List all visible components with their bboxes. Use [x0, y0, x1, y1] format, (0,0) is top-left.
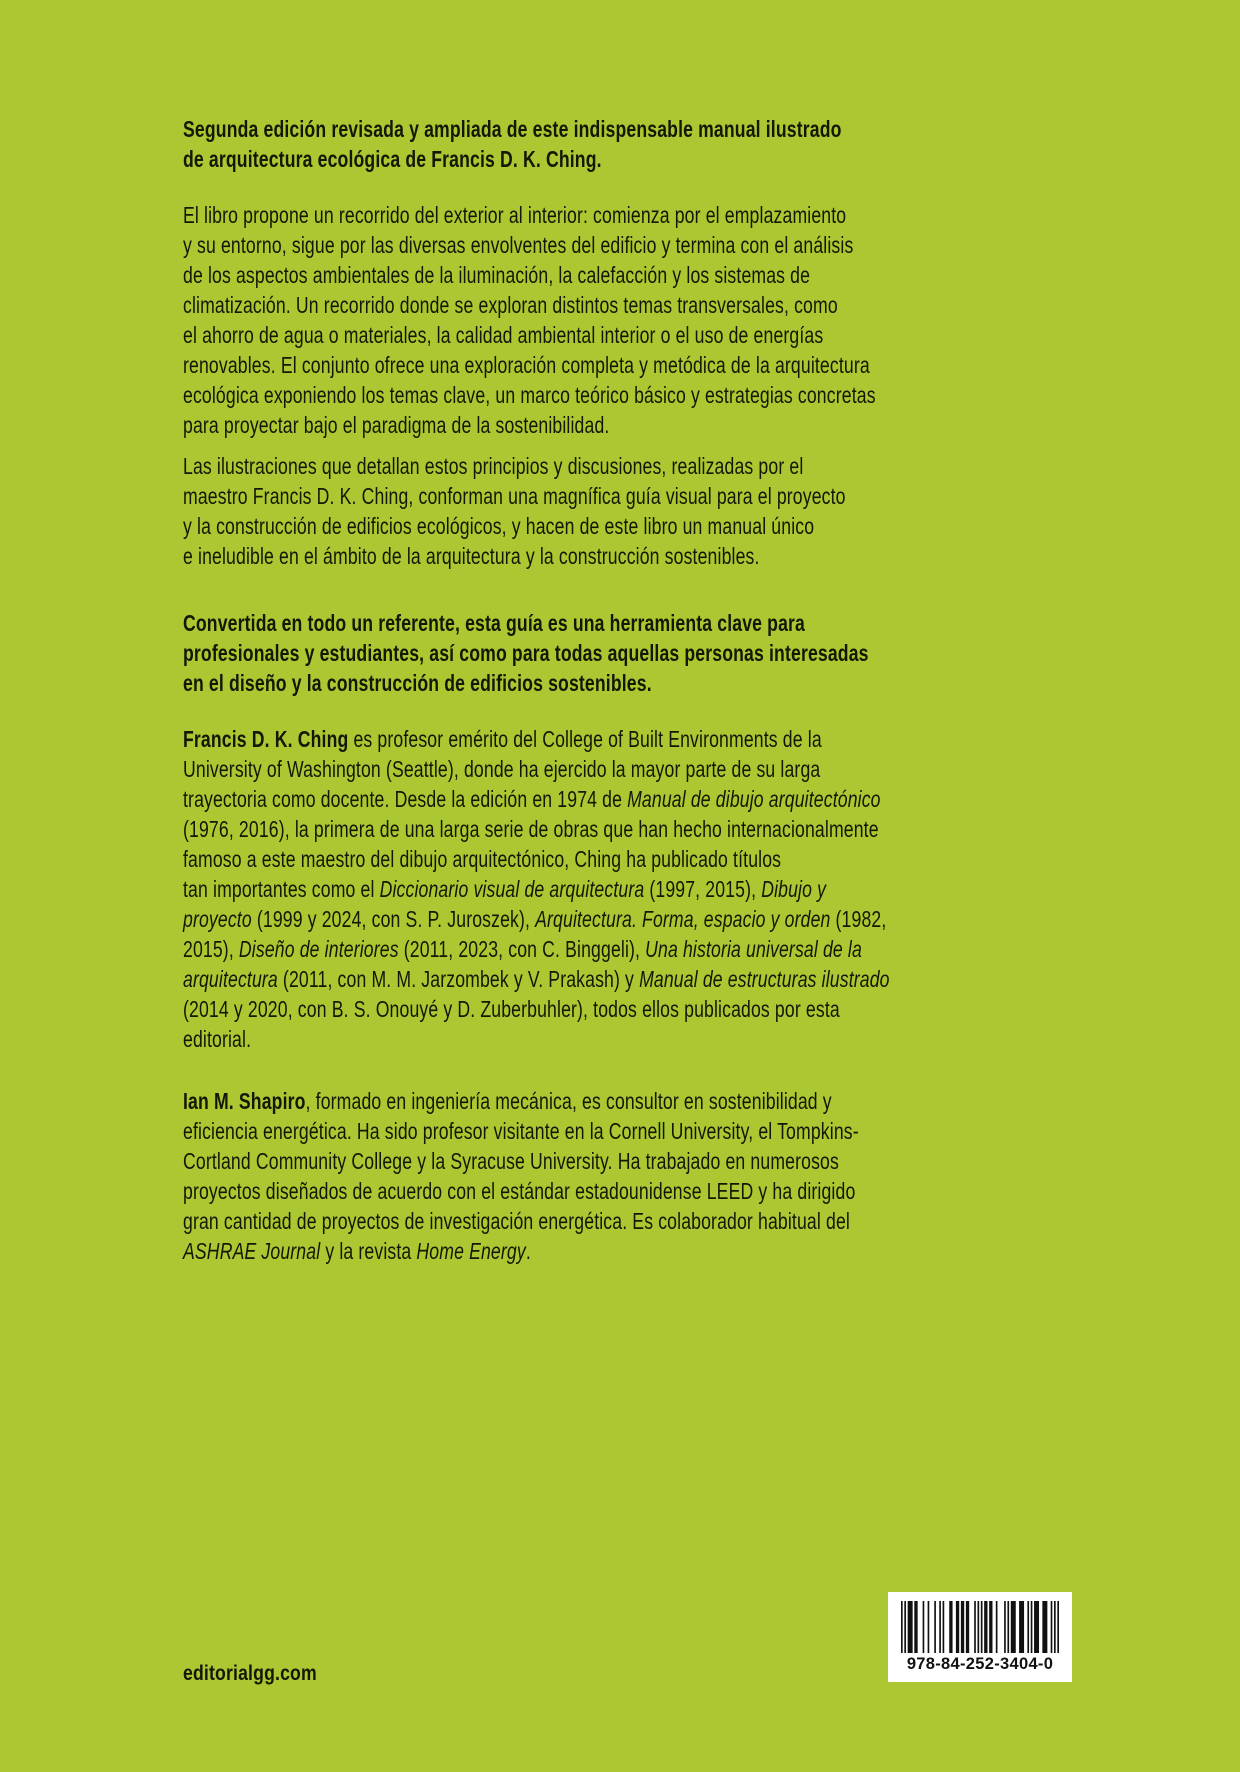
text-line: de los aspectos ambientales de la iluminación, la calefacción y los sistemas de: [183, 262, 811, 288]
text-line: gran cantidad de proyectos de investigación energética. Es colaborador habitual del: [183, 1208, 850, 1234]
barcode: [888, 1592, 1072, 1682]
text-line: proyecto (1999 y 2024, con S. P. Juroszek), Arquitectura. Forma, espacio y orden (1982,: [183, 906, 887, 932]
text-line: 2015), Diseño de interiores (2011, 2023, con C. Binggeli), Una historia universal de la: [183, 936, 862, 962]
barcode-isbn-number: 978-84-252-3404-0: [906, 1655, 1054, 1673]
text-column: [183, 114, 903, 1266]
text-line: ASHRAE Journal y la revista Home Energy.: [183, 1238, 531, 1264]
text-line: trayectoria como docente. Desde la edición en 1974 de Manual de dibujo arquitectónico: [183, 786, 881, 812]
text-line: Convertida en todo un referente, esta guía es una herramienta clave para: [183, 610, 805, 636]
text-line: ecológica exponiendo los temas clave, un marco teórico básico y estrategias concretas: [183, 382, 876, 408]
text-line: en el diseño y la construcción de edificios sostenibles.: [183, 670, 652, 696]
barcode-bars-graphic: [901, 1601, 1059, 1653]
text-line: University of Washington (Seattle), donde ha ejercido la mayor parte de su larga: [183, 756, 821, 782]
paragraph-bio-shapiro: [183, 1086, 903, 1266]
text-line: (2014 y 2020, con B. S. Onouyé y D. Zuberbuhler), todos ellos publicados por esta: [183, 996, 840, 1022]
text-line: arquitectura (2011, con M. M. Jarzombek y V. Prakash) y Manual de estructuras ilustrado: [183, 966, 890, 992]
text-line: Cortland Community College y la Syracuse University. Ha trabajado en numerosos: [183, 1148, 839, 1174]
text-line: eficiencia energética. Ha sido profesor visitante en la Cornell University, el Tompkins-: [183, 1118, 859, 1144]
text-line: Francis D. K. Ching es profesor emérito del College of Built Environments de la: [183, 726, 822, 752]
text-line: y su entorno, sigue por las diversas envolventes del edificio y termina con el análisis: [183, 232, 854, 258]
text-line: Las ilustraciones que detallan estos principios y discusiones, realizadas por el: [183, 453, 804, 479]
text-line: Segunda edición revisada y ampliada de este indispensable manual ilustrado: [183, 116, 842, 142]
text-line: editorial.: [183, 1026, 252, 1052]
text-line: renovables. El conjunto ofrece una exploración completa y metódica de la arquitectura: [183, 352, 870, 378]
text-line: climatización. Un recorrido donde se exploran distintos temas transversales, como: [183, 292, 838, 318]
paragraph-description: [183, 200, 903, 440]
text-line: profesionales y estudiantes, así como para todas aquellas personas interesadas: [183, 640, 869, 666]
text-line: maestro Francis D. K. Ching, conforman una magnífica guía visual para el proyecto: [183, 483, 846, 509]
publisher-website-text: editorialgg.com: [183, 1662, 317, 1685]
text-line: Ian M. Shapiro, formado en ingeniería mecánica, es consultor en sostenibilidad y: [183, 1088, 832, 1114]
text-line: para proyectar bajo el paradigma de la sostenibilidad.: [183, 412, 610, 438]
paragraph-bio-ching: [183, 724, 903, 1054]
text-line: famoso a este maestro del dibujo arquitectónico, Ching ha publicado títulos: [183, 846, 782, 872]
paragraph-reference: [183, 608, 903, 698]
text-line: y la construcción de edificios ecológicos, y hacen de este libro un manual único: [183, 513, 815, 539]
text-line: de arquitectura ecológica de Francis D. K. Ching.: [183, 146, 602, 172]
paragraph-intro: [183, 114, 903, 174]
text-line: el ahorro de agua o materiales, la calidad ambiental interior o el uso de energías: [183, 322, 824, 348]
text-line: (1976, 2016), la primera de una larga serie de obras que han hecho internacionalmente: [183, 816, 879, 842]
text-line: proyectos diseñados de acuerdo con el estándar estadounidense LEED y ha dirigido: [183, 1178, 856, 1204]
text-line: e ineludible en el ámbito de la arquitectura y la construcción sostenibles.: [183, 543, 760, 569]
text-line: tan importantes como el Diccionario visual de arquitectura (1997, 2015), Dibujo y: [183, 876, 827, 902]
paragraph-illustrations: [183, 451, 903, 571]
text-line: El libro propone un recorrido del exterior al interior: comienza por el emplazamiento: [183, 202, 847, 228]
